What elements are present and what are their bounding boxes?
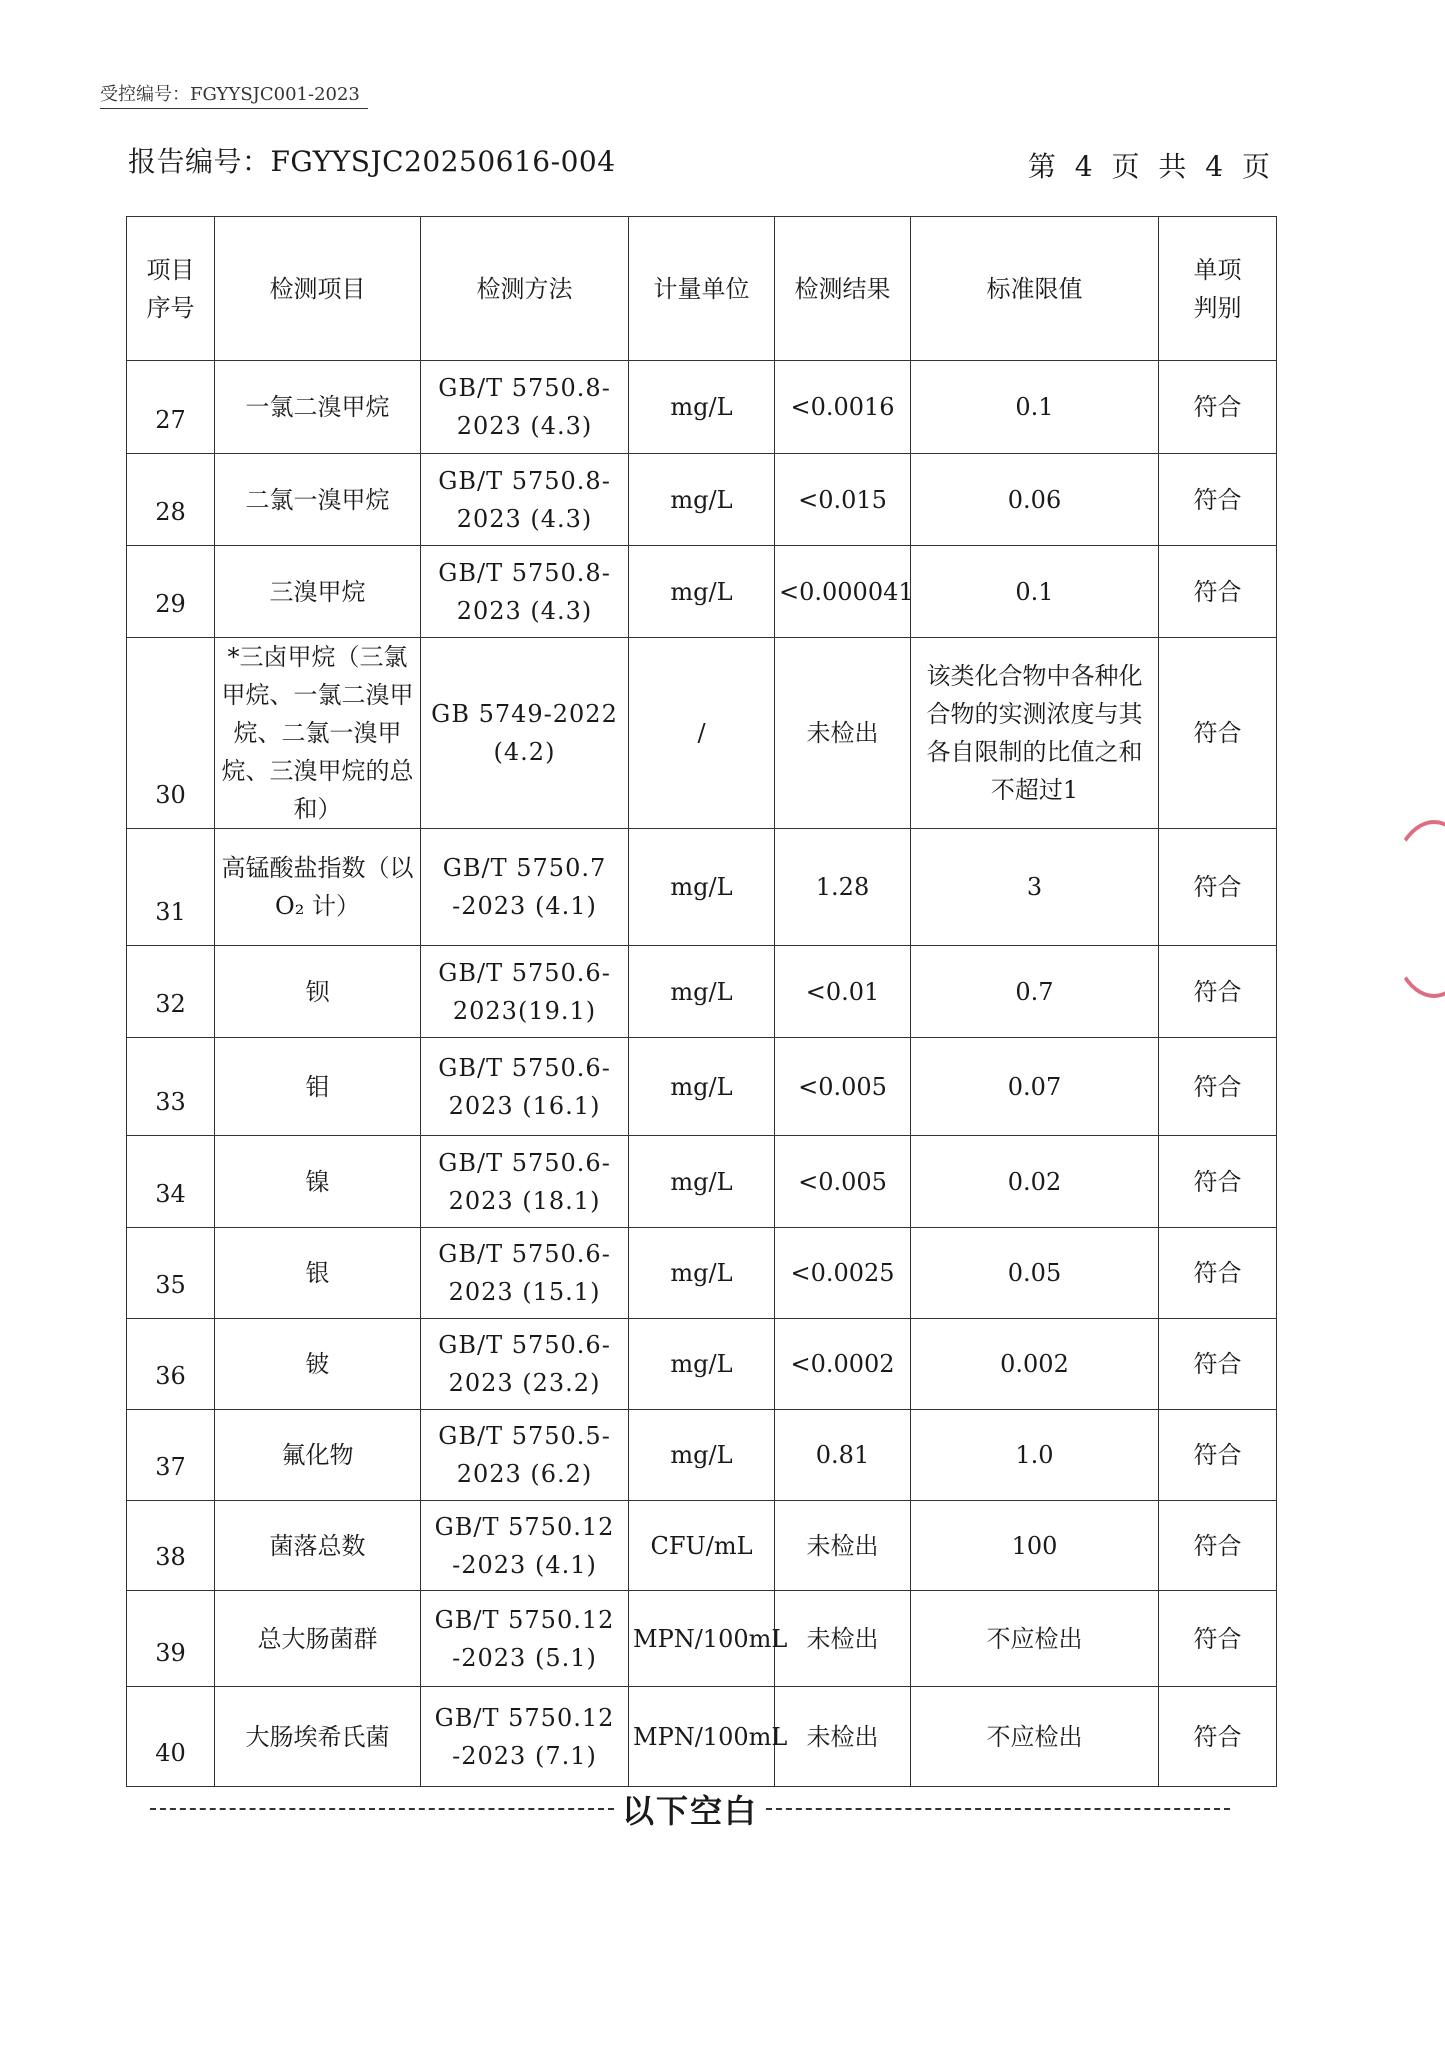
row-item: 总大肠菌群 — [215, 1591, 421, 1687]
row-result: 未检出 — [775, 1591, 911, 1687]
row-unit: MPN/100mL — [629, 1591, 775, 1687]
row-method-line2: 2023 (4.3) — [456, 412, 593, 440]
row-method — [421, 638, 629, 829]
row-result: <0.015 — [775, 454, 911, 546]
row-verdict: 符合 — [1159, 1228, 1277, 1319]
row-unit: mg/L — [629, 1410, 775, 1501]
row-verdict: 符合 — [1159, 1687, 1277, 1787]
row-verdict: 符合 — [1159, 1501, 1277, 1591]
header-method: 检测方法 — [421, 217, 629, 361]
row-method-line1: GB/T 5750.12 — [434, 1703, 615, 1732]
row-method-line2: 2023 (6.2) — [456, 1460, 593, 1488]
row-unit: mg/L — [629, 829, 775, 946]
row-unit: mg/L — [629, 1319, 775, 1410]
row-method-line2: (4.2) — [493, 738, 556, 766]
table-row — [127, 1136, 1277, 1228]
row-method-line2: 2023 (4.3) — [456, 504, 593, 533]
row-verdict: 符合 — [1159, 946, 1277, 1038]
dash-line-right — [766, 1808, 1230, 1810]
row-seq: 36 — [127, 1319, 215, 1410]
header-verdict-line2: 判别 — [1193, 293, 1242, 322]
table-row — [127, 1687, 1277, 1787]
header-serial-line1: 项目 — [146, 255, 195, 284]
header-verdict-line1: 单项 — [1193, 255, 1242, 284]
row-method-line2: 2023 (16.1) — [448, 1091, 601, 1120]
row-method — [421, 1591, 629, 1687]
row-method — [421, 829, 629, 946]
row-limit: 0.7 — [911, 946, 1159, 1038]
row-seq: 30 — [127, 638, 215, 829]
table-row — [127, 1501, 1277, 1591]
row-method-line1: GB/T 5750.7 — [442, 854, 607, 882]
row-seq: 39 — [127, 1591, 215, 1687]
row-seq: 29 — [127, 546, 215, 638]
row-method-line2: 2023 (23.2) — [448, 1369, 601, 1397]
test-results-table — [126, 216, 1277, 1787]
table-row — [127, 946, 1277, 1038]
header-verdict — [1159, 217, 1277, 361]
row-method-line2: 2023 (18.1) — [448, 1186, 601, 1215]
row-method-line1: GB/T 5750.6- — [438, 958, 611, 987]
row-method-line1: GB/T 5750.12 — [434, 1512, 615, 1541]
end-of-content-marker — [150, 1786, 1230, 1832]
row-seq: 38 — [127, 1501, 215, 1591]
row-seq: 35 — [127, 1228, 215, 1319]
row-item: 大肠埃希氏菌 — [215, 1687, 421, 1787]
header-item: 检测项目 — [215, 217, 421, 361]
row-unit: mg/L — [629, 546, 775, 638]
row-method-line1: GB/T 5750.6- — [438, 1331, 611, 1359]
row-result: <0.0025 — [775, 1228, 911, 1319]
row-method-line2: 2023(19.1) — [452, 996, 597, 1025]
row-limit: 该类化合物中各种化合物的实测浓度与其各自限制的比值之和不超过1 — [911, 638, 1159, 829]
row-limit: 0.02 — [911, 1136, 1159, 1228]
row-unit: mg/L — [629, 454, 775, 546]
row-item: 镍 — [215, 1136, 421, 1228]
row-limit: 0.06 — [911, 454, 1159, 546]
row-method — [421, 1228, 629, 1319]
row-method — [421, 946, 629, 1038]
row-method-line2: -2023 (7.1) — [452, 1741, 597, 1770]
row-unit: CFU/mL — [629, 1501, 775, 1591]
table-row — [127, 1228, 1277, 1319]
row-method — [421, 361, 629, 454]
row-result: <0.000041 — [775, 546, 911, 638]
table-row — [127, 1319, 1277, 1410]
row-seq: 34 — [127, 1136, 215, 1228]
row-method-line1: GB/T 5750.5- — [438, 1422, 611, 1450]
row-method-line1: GB/T 5750.12 — [434, 1605, 615, 1634]
row-result: 0.81 — [775, 1410, 911, 1501]
table-row — [127, 638, 1277, 829]
row-seq: 40 — [127, 1687, 215, 1787]
row-limit: 0.05 — [911, 1228, 1159, 1319]
row-limit: 不应检出 — [911, 1687, 1159, 1787]
row-limit: 不应检出 — [911, 1591, 1159, 1687]
row-seq: 27 — [127, 361, 215, 454]
row-verdict: 符合 — [1159, 361, 1277, 454]
row-seq: 37 — [127, 1410, 215, 1501]
row-verdict: 符合 — [1159, 454, 1277, 546]
row-item: *三卤甲烷（三氯甲烷、一氯二溴甲烷、二氯一溴甲烷、三溴甲烷的总和） — [215, 638, 421, 829]
row-result: 1.28 — [775, 829, 911, 946]
row-method-line2: 2023 (15.1) — [448, 1278, 601, 1306]
row-unit: MPN/100mL — [629, 1687, 775, 1787]
row-item: 高锰酸盐指数（以O₂ 计） — [215, 829, 421, 946]
row-method-line2: -2023 (4.1) — [452, 1550, 597, 1579]
row-method — [421, 454, 629, 546]
table-row — [127, 361, 1277, 454]
row-result: 未检出 — [775, 638, 911, 829]
row-result: <0.005 — [775, 1038, 911, 1136]
row-verdict: 符合 — [1159, 546, 1277, 638]
row-method-line2: -2023 (5.1) — [452, 1643, 597, 1672]
dash-line-left — [150, 1808, 614, 1810]
row-unit: mg/L — [629, 1136, 775, 1228]
row-limit: 0.1 — [911, 546, 1159, 638]
table-header-row — [127, 217, 1277, 361]
header-result: 检测结果 — [775, 217, 911, 361]
row-item: 一氯二溴甲烷 — [215, 361, 421, 454]
row-item: 二氯一溴甲烷 — [215, 454, 421, 546]
header-unit: 计量单位 — [629, 217, 775, 361]
header-serial — [127, 217, 215, 361]
row-method-line1: GB/T 5750.8- — [438, 466, 611, 495]
blank-below-text: 以下空白 — [622, 1792, 759, 1830]
row-item: 铍 — [215, 1319, 421, 1410]
row-verdict: 符合 — [1159, 1410, 1277, 1501]
row-item: 银 — [215, 1228, 421, 1319]
row-result: <0.0016 — [775, 361, 911, 454]
table-row — [127, 829, 1277, 946]
row-result: 未检出 — [775, 1687, 911, 1787]
row-unit: / — [629, 638, 775, 829]
header-limit: 标准限值 — [911, 217, 1159, 361]
row-method-line1: GB/T 5750.6- — [438, 1053, 611, 1082]
row-unit: mg/L — [629, 1038, 775, 1136]
row-method — [421, 1038, 629, 1136]
row-result: <0.0002 — [775, 1319, 911, 1410]
row-method — [421, 1501, 629, 1591]
table-row — [127, 1591, 1277, 1687]
row-limit: 1.0 — [911, 1410, 1159, 1501]
row-unit: mg/L — [629, 946, 775, 1038]
row-method-line2: -2023 (4.1) — [452, 892, 597, 920]
row-item: 钡 — [215, 946, 421, 1038]
row-item: 三溴甲烷 — [215, 546, 421, 638]
row-unit: mg/L — [629, 1228, 775, 1319]
control-number: 受控编号：FGYYSJC001-2023 — [100, 80, 368, 109]
row-method-line1: GB/T 5750.8- — [438, 558, 611, 587]
row-seq: 33 — [127, 1038, 215, 1136]
row-seq: 28 — [127, 454, 215, 546]
row-method — [421, 546, 629, 638]
row-item: 氟化物 — [215, 1410, 421, 1501]
table-row — [127, 454, 1277, 546]
row-method-line1: GB 5749-2022 — [431, 700, 618, 728]
row-seq: 31 — [127, 829, 215, 946]
row-unit: mg/L — [629, 361, 775, 454]
row-verdict: 符合 — [1159, 829, 1277, 946]
row-limit: 3 — [911, 829, 1159, 946]
row-method-line1: GB/T 5750.6- — [438, 1240, 611, 1268]
row-limit: 0.002 — [911, 1319, 1159, 1410]
row-method-line1: GB/T 5750.6- — [438, 1148, 611, 1177]
row-method — [421, 1410, 629, 1501]
row-verdict: 符合 — [1159, 1136, 1277, 1228]
report-number: 报告编号：FGYYSJC20250616-004 — [128, 145, 616, 178]
seal-stamp-edge — [1385, 820, 1445, 998]
page-indicator: 第 4 页 共 4 页 — [1027, 150, 1270, 183]
row-verdict: 符合 — [1159, 638, 1277, 829]
row-item: 钼 — [215, 1038, 421, 1136]
row-method — [421, 1687, 629, 1787]
row-result: 未检出 — [775, 1501, 911, 1591]
row-verdict: 符合 — [1159, 1038, 1277, 1136]
table-row — [127, 1038, 1277, 1136]
row-limit: 0.07 — [911, 1038, 1159, 1136]
table-row — [127, 546, 1277, 638]
row-limit: 0.1 — [911, 361, 1159, 454]
row-result: <0.01 — [775, 946, 911, 1038]
row-result: <0.005 — [775, 1136, 911, 1228]
header-serial-line2: 序号 — [146, 293, 195, 322]
row-method — [421, 1319, 629, 1410]
row-item: 菌落总数 — [215, 1501, 421, 1591]
row-verdict: 符合 — [1159, 1319, 1277, 1410]
table-row — [127, 1410, 1277, 1501]
row-seq: 32 — [127, 946, 215, 1038]
row-method-line2: 2023 (4.3) — [456, 596, 593, 625]
row-method-line1: GB/T 5750.8- — [438, 374, 611, 402]
row-verdict: 符合 — [1159, 1591, 1277, 1687]
row-limit: 100 — [911, 1501, 1159, 1591]
row-method — [421, 1136, 629, 1228]
